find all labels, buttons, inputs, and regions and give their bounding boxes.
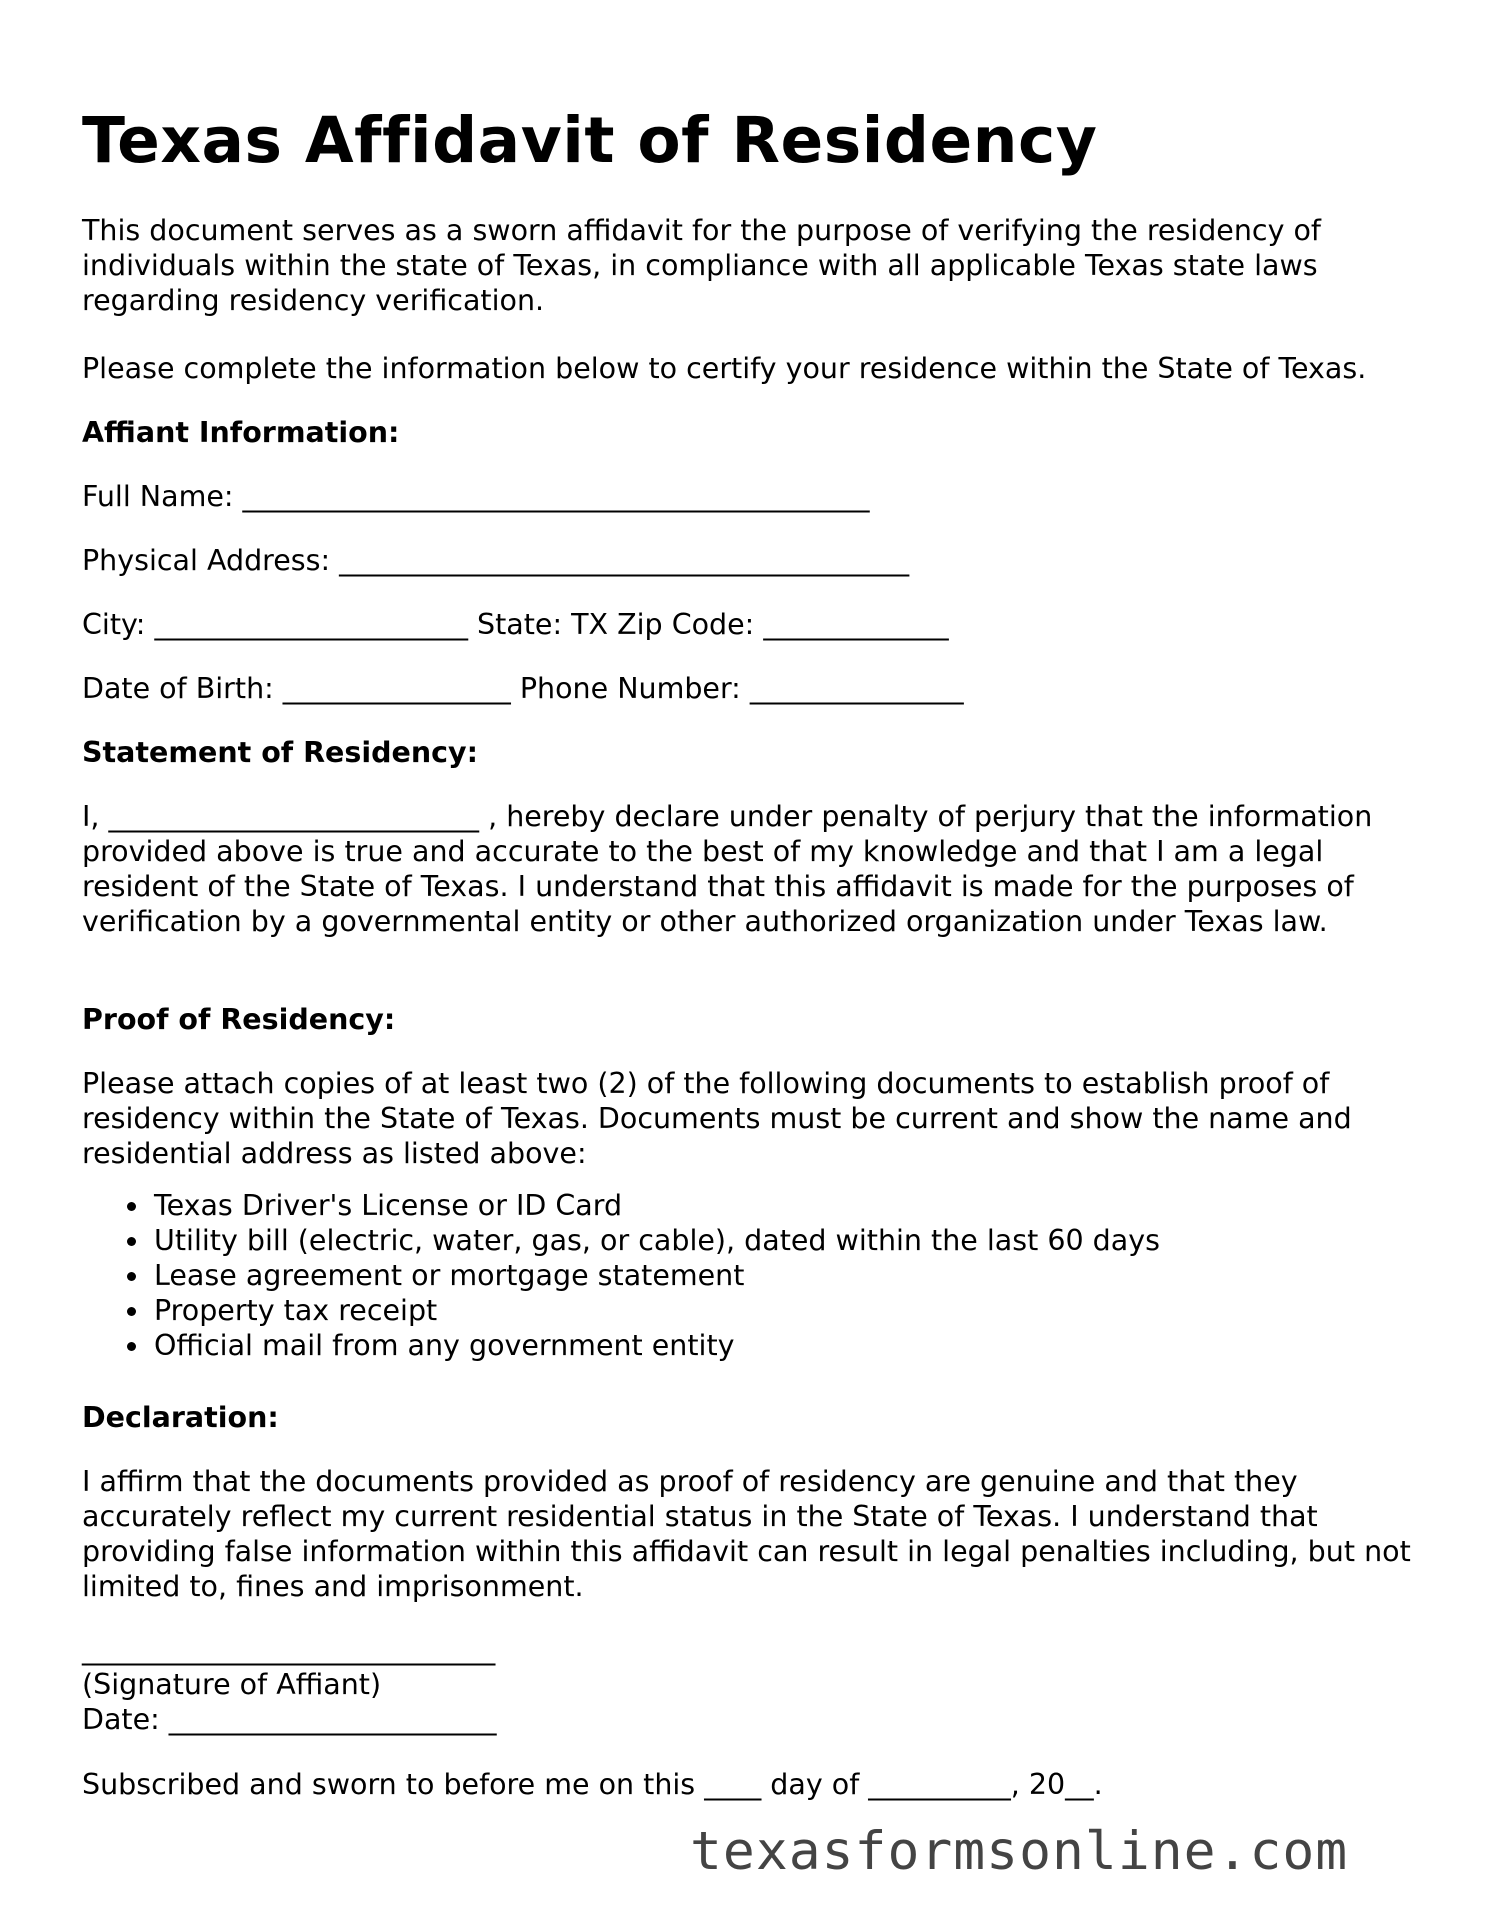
bullet-icon — [127, 1342, 136, 1351]
list-item: Texas Driver's License or ID Card — [82, 1188, 1160, 1223]
instruction-text: Please complete the information below to certify your residence within the State of Texas. — [82, 352, 1367, 385]
intro-paragraph: This document serves as a sworn affidavit for the purpose of verifying the residency of individuals within the state of Texas, in compliance with all applicable Texas state laws regarding residency verification. — [82, 214, 1321, 317]
signature-label: (Signature of Affiant) — [82, 1668, 382, 1701]
bullet-icon — [127, 1237, 136, 1246]
bullet-icon — [127, 1307, 136, 1316]
bullet-icon — [127, 1202, 136, 1211]
declaration-heading: Declaration: — [82, 1401, 279, 1434]
dob-phone-field: Date of Birth: ________________ Phone Number: _______________ — [82, 672, 964, 705]
list-item: Property tax receipt — [82, 1293, 1160, 1328]
signature-date-field: Date: _______________________ — [82, 1703, 497, 1736]
bullet-icon — [127, 1272, 136, 1281]
proof-heading: Proof of Residency: — [82, 1003, 396, 1036]
watermark-text: texasformsonline.com — [690, 1821, 1349, 1882]
declaration-paragraph: I affirm that the documents provided as proof of residency are genuine and that they accurately reflect my current residential status in the State of Texas. I understand that providing false information within this affidavit can result in legal penalties including, but not limited to, fines and imprisonment. — [82, 1465, 1411, 1603]
statement-heading: Statement of Residency: — [82, 736, 478, 769]
statement-paragraph: I, __________________________ , hereby declare under penalty of perjury that the information provided above is true and accurate to the best of my knowledge and that I am a legal resident of the State of Texas. I understand that this affidavit is made for the purposes of verification by a governmental entity or other authorized organization under Texas law. — [82, 800, 1373, 938]
full-name-field: Full Name: ____________________________________________ — [82, 480, 870, 513]
list-item: Utility bill (electric, water, gas, or cable), dated within the last 60 days — [82, 1223, 1160, 1258]
proof-documents-list — [82, 1188, 1160, 1363]
list-item: Lease agreement or mortgage statement — [82, 1258, 1160, 1293]
physical-address-field: Physical Address: ________________________________________ — [82, 544, 910, 577]
city-state-zip-field: City: ______________________ State: TX Zip Code: _____________ — [82, 608, 949, 641]
proof-paragraph: Please attach copies of at least two (2) of the following documents to establish proof of residency within the State of Texas. Documents must be current and show the name and residential address as listed above: — [82, 1067, 1352, 1170]
signature-line: _____________________________ — [82, 1633, 496, 1666]
document-title: Texas Affidavit of Residency — [82, 104, 1098, 177]
affiant-info-heading: Affiant Information: — [82, 416, 400, 449]
sworn-statement: Subscribed and sworn to before me on this ____ day of __________, 20__. — [82, 1768, 1103, 1801]
list-item: Official mail from any government entity — [82, 1328, 1160, 1363]
